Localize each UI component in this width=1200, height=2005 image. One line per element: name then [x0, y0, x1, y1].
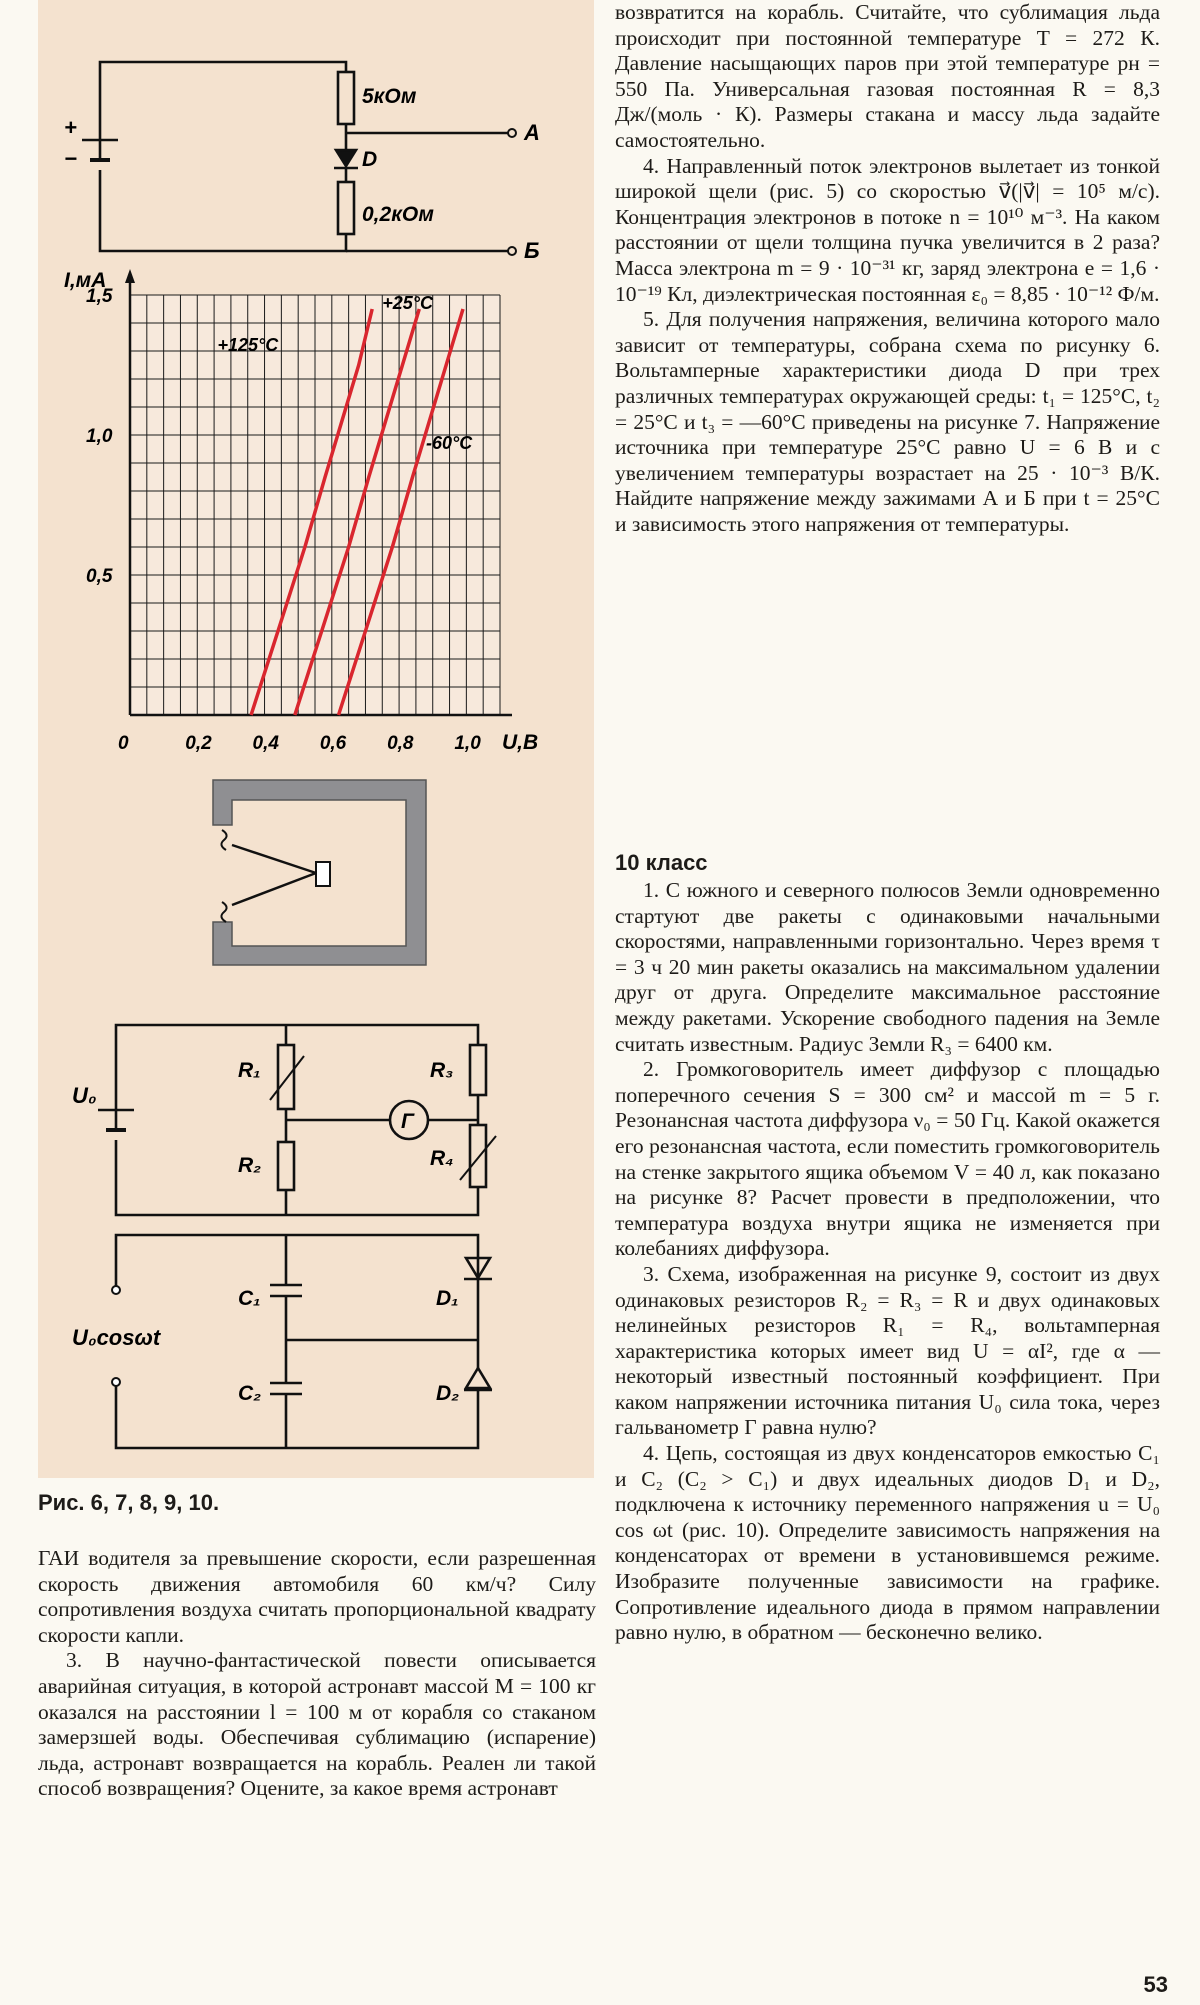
figure-10-circuit	[116, 1235, 492, 1448]
x-tick-label: 0,8	[387, 733, 414, 754]
grade10-problem-1: 1. С южного и северного полюсов Земли одновременно стартуют две ракеты с одинаковыми начальными скоростями, направленными горизонтально. Через время τ = 3 ч 20 мин ракеты оказались на максимальном удалении друг от друга. Определите максимальное расстояние между ракетами. Ускорение свободного падения на Земле считать известным. Радиус Земли R₃ = 6400 км.	[615, 878, 1160, 1056]
series-label: -60°C	[426, 433, 473, 453]
y-axis-label: I,мА	[64, 269, 107, 292]
fig10-c2-label: C₂	[238, 1382, 262, 1405]
series-label: +125°C	[217, 335, 279, 355]
fig9-r4-label: R₄	[430, 1147, 454, 1170]
fig10-terminal-bottom	[112, 1378, 120, 1386]
y-axis-arrow	[125, 269, 135, 283]
fig10-d2-label: D₂	[436, 1382, 460, 1405]
grade10-problem-3: 3. Схема, изображенная на рисунке 9, состоит из двух одинаковых резисторов R₂ = R₃ = R и двух одинаковых нелинейных резисторов R₁ = R₄, вольтамперная характеристика которых имеет вид U = αI², где α — некоторый известный постоянный коэффициент. При каком напряжении источника питания U₀ сила тока, через гальванометр Г равна нулю?	[615, 1261, 1160, 1440]
plus-sign: +	[64, 115, 77, 140]
terminal-b-label: Б	[524, 238, 540, 263]
x-tick-label: 0,6	[319, 733, 347, 754]
right-column-top-text	[615, 0, 1160, 537]
section-title: 10 класс	[615, 850, 708, 875]
page-number: 53	[1143, 1972, 1168, 1997]
terminal-a-label: A	[524, 120, 540, 145]
y-tick-label: 0,5	[86, 566, 113, 587]
fig10-source-label: U₀cosωt	[72, 1325, 161, 1350]
terminal-a-point	[508, 129, 516, 137]
left-paragraph-problem-3: 3. В научно-фантастической повести описывается аварийная ситуация, в которой астронавт массой M = 100 кг оказался на расстоянии l = 100 м от корабля со стаканом замерзшей воды. Обеспечивая сублимацию (испарение) льда, астронавт возвращается на корабль. Реален ли такой способ возвращения? Оцените, за какое время астронавт	[38, 1648, 596, 1801]
x-tick-label: 0,2	[185, 733, 212, 754]
left-column-text	[38, 1546, 596, 1802]
right-column-bottom-text	[615, 878, 1160, 1646]
grade10-problem-2: 2. Громкоговоритель имеет диффузор с площадью поперечного сечения S = 300 см² и массой m = 5 г. Резонансная частота диффузора ν₀ = 50 Гц. Какой окажется его резонансная частота, если поместить громкоговоритель на стенке закрытого ящика объемом V = 40 л, как показано на рисунке 8? Расчет провести в предположении, что температура воздуха внутри ящика не изменяется при колебаниях диффузора.	[615, 1057, 1160, 1261]
x-axis-label: U,B	[502, 731, 539, 754]
resistor-02kohm-label: 0,2кОм	[362, 203, 434, 226]
minus-sign: −	[64, 146, 77, 171]
fig9-r2-label: R₂	[238, 1154, 262, 1177]
figure-8-box	[213, 780, 426, 965]
left-paragraph: ГАИ водителя за превышение скорости, если разрешенная скорость движения автомобиля 60 км/ч? Силу сопротивления воздуха считать пропорциональной квадрату скорости капли.	[38, 1546, 596, 1647]
fig9-galvanometer-label: Г	[401, 1110, 414, 1133]
right-paragraph: возвратится на корабль. Считайте, что сублимация льда происходит при постоянной температуре T = 272 К. Давление насыщающих паров при этой температуре pн = 550 Па. Универсальная газовая постоянная R = 8,3 Дж/(моль · К). Размеры стакана и массу льда задайте самостоятельно.	[615, 0, 1160, 152]
y-tick-label: 1,0	[86, 426, 113, 447]
figure-6-circuit	[82, 62, 508, 251]
right-paragraph-problem-5: 5. Для получения напряжения, величина которого мало зависит от температуры, собрана схема по рисунку 6. Вольтамперные характеристики диода D при трех различных температурах окружающей среды: t₁ = 125°С, t₂ = 25°С и t₃ = —60°С приведены на рисунке 7. Напряжение источника при температуре 25°С равно U = 6 В и с увеличением температуры возрастает на 25 · 10⁻³ В/К. Найдите напряжение между зажимами А и Б при t = 25°С и зависимость этого напряжения от температуры.	[615, 307, 1160, 536]
x-tick-label: 1,0	[454, 733, 481, 754]
y-tick-label: 1,5	[86, 286, 113, 307]
fig10-c1-label: C₁	[238, 1287, 261, 1310]
fig10-terminal-top	[112, 1286, 120, 1294]
fig9-r3-label: R₃	[430, 1059, 454, 1082]
grade10-problem-4: 4. Цепь, состоящая из двух конденсаторов емкостью C₁ и C₂ (C₂ > C₁) и двух идеальных диодов D₁ и D₂, подключена к источнику переменного напряжения u = U₀ cos ωt (рис. 10). Определите зависимость напряжения на конденсаторах от времени в установившемся режиме. Изобразите полученные зависимости на графике. Сопротивление идеального диода в прямом направлении равно нулю, в обратном — бесконечно велико.	[615, 1441, 1160, 1645]
diode-label: D	[362, 148, 378, 171]
figure-caption: Рис. 6, 7, 8, 9, 10.	[38, 1490, 220, 1515]
diode-d2-symbol	[466, 1368, 490, 1388]
series-label: +25°C	[382, 293, 434, 313]
x-tick-label: 0,4	[252, 733, 279, 754]
figure-9-bridge	[98, 1025, 496, 1215]
fig9-source-label: U₀	[72, 1083, 97, 1108]
figures-svg	[38, 0, 594, 1478]
right-paragraph-problem-4: 4. Направленный поток электронов вылетает из тонкой широкой щели (рис. 5) со скоростью v⃗(|v⃗| = 10⁵ м/с). Концентрация электронов в потоке n = 10¹⁰ м⁻³. На каком расстоянии от щели толщина пучка увеличится в 2 раза? Масса электрона m = 9 · 10⁻³¹ кг, заряд электрона e = 1,6 · 10⁻¹⁹ Кл, диэлектрическая постоянная ε₀ = 8,85 · 10⁻¹² Ф/м.	[615, 153, 1160, 306]
x-tick-label: 0	[118, 733, 129, 754]
resistor-5kohm-label: 5кОм	[362, 85, 417, 108]
terminal-b-point	[508, 247, 516, 255]
fig9-r1-label: R₁	[238, 1059, 261, 1082]
fig10-d1-label: D₁	[436, 1287, 459, 1310]
figure-panel	[38, 0, 594, 1478]
